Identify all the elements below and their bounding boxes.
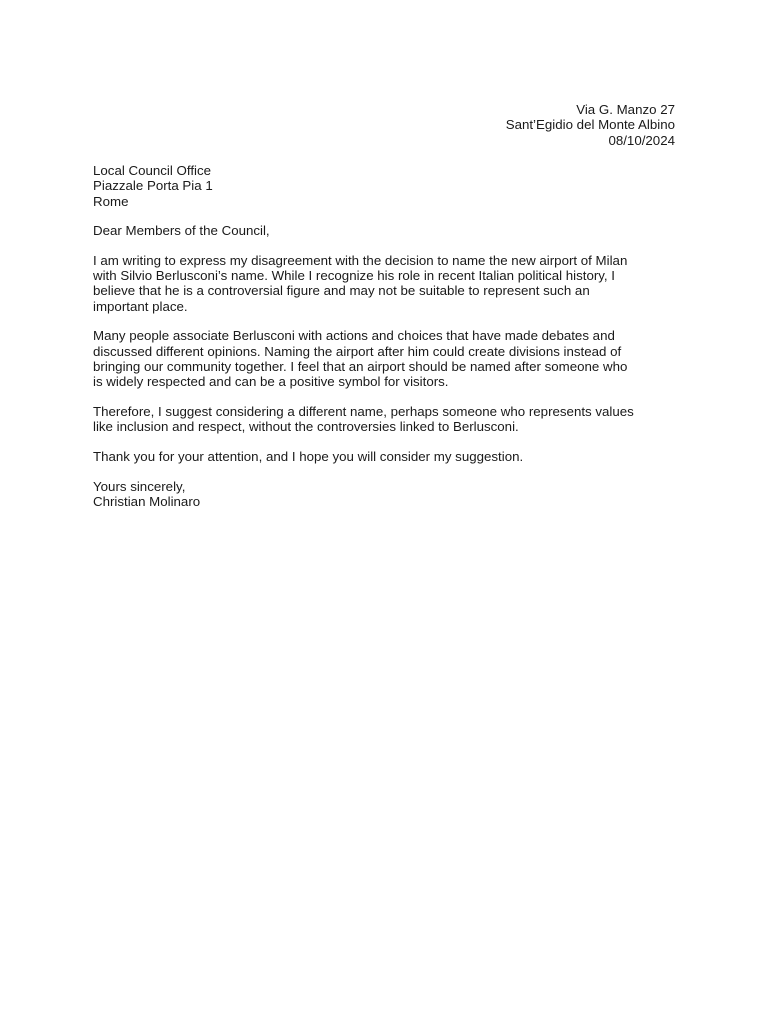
recipient-street: Piazzale Porta Pia 1 bbox=[93, 178, 213, 194]
paragraph-line: is widely respected and can be a positive symbol for visitors. bbox=[93, 374, 449, 390]
paragraph-line: with Silvio Berlusconi’s name. While I recognize his role in recent Italian political history, I bbox=[93, 268, 616, 284]
salutation bbox=[93, 223, 675, 238]
paragraph-line: Many people associate Berlusconi with actions and choices that have made debates and bbox=[93, 328, 615, 344]
letter-date: 08/10/2024 bbox=[608, 132, 675, 148]
sender-address bbox=[506, 102, 675, 148]
salutation-text: Dear Members of the Council, bbox=[93, 223, 270, 238]
paragraph-line: Thank you for your attention, and I hope you will consider my suggestion. bbox=[93, 449, 524, 465]
paragraph-line: I am writing to express my disagreement with the decision to name the new airport of Milan bbox=[93, 252, 628, 268]
sender-city: Sant’Egidio del Monte Albino bbox=[505, 117, 675, 133]
paragraph-line: important place. bbox=[93, 298, 188, 314]
letter-body bbox=[93, 223, 675, 524]
paragraph-line: discussed different opinions. Naming the airport after him could create divisions instead of bbox=[93, 343, 622, 359]
paragraph-line: Therefore, I suggest considering a different name, perhaps someone who represents values bbox=[93, 404, 634, 420]
signature: Christian Molinaro bbox=[93, 494, 201, 510]
closing: Yours sincerely, bbox=[93, 479, 186, 495]
paragraph-2 bbox=[93, 328, 675, 389]
paragraph-3 bbox=[93, 404, 675, 435]
paragraph-line: believe that he is a controversial figure and may not be suitable to represent such an bbox=[93, 283, 590, 299]
recipient-office: Local Council Office bbox=[93, 163, 212, 178]
paragraph-4 bbox=[93, 449, 675, 464]
recipient-address bbox=[93, 163, 213, 209]
closing-block bbox=[93, 479, 675, 510]
recipient-city: Rome bbox=[93, 193, 129, 209]
paragraph-1 bbox=[93, 253, 675, 314]
sender-street: Via G. Manzo 27 bbox=[576, 102, 675, 117]
paragraph-line: like inclusion and respect, without the controversies linked to Berlusconi. bbox=[93, 419, 519, 435]
paragraph-line: bringing our community together. I feel that an airport should be named after someone who bbox=[93, 359, 628, 375]
